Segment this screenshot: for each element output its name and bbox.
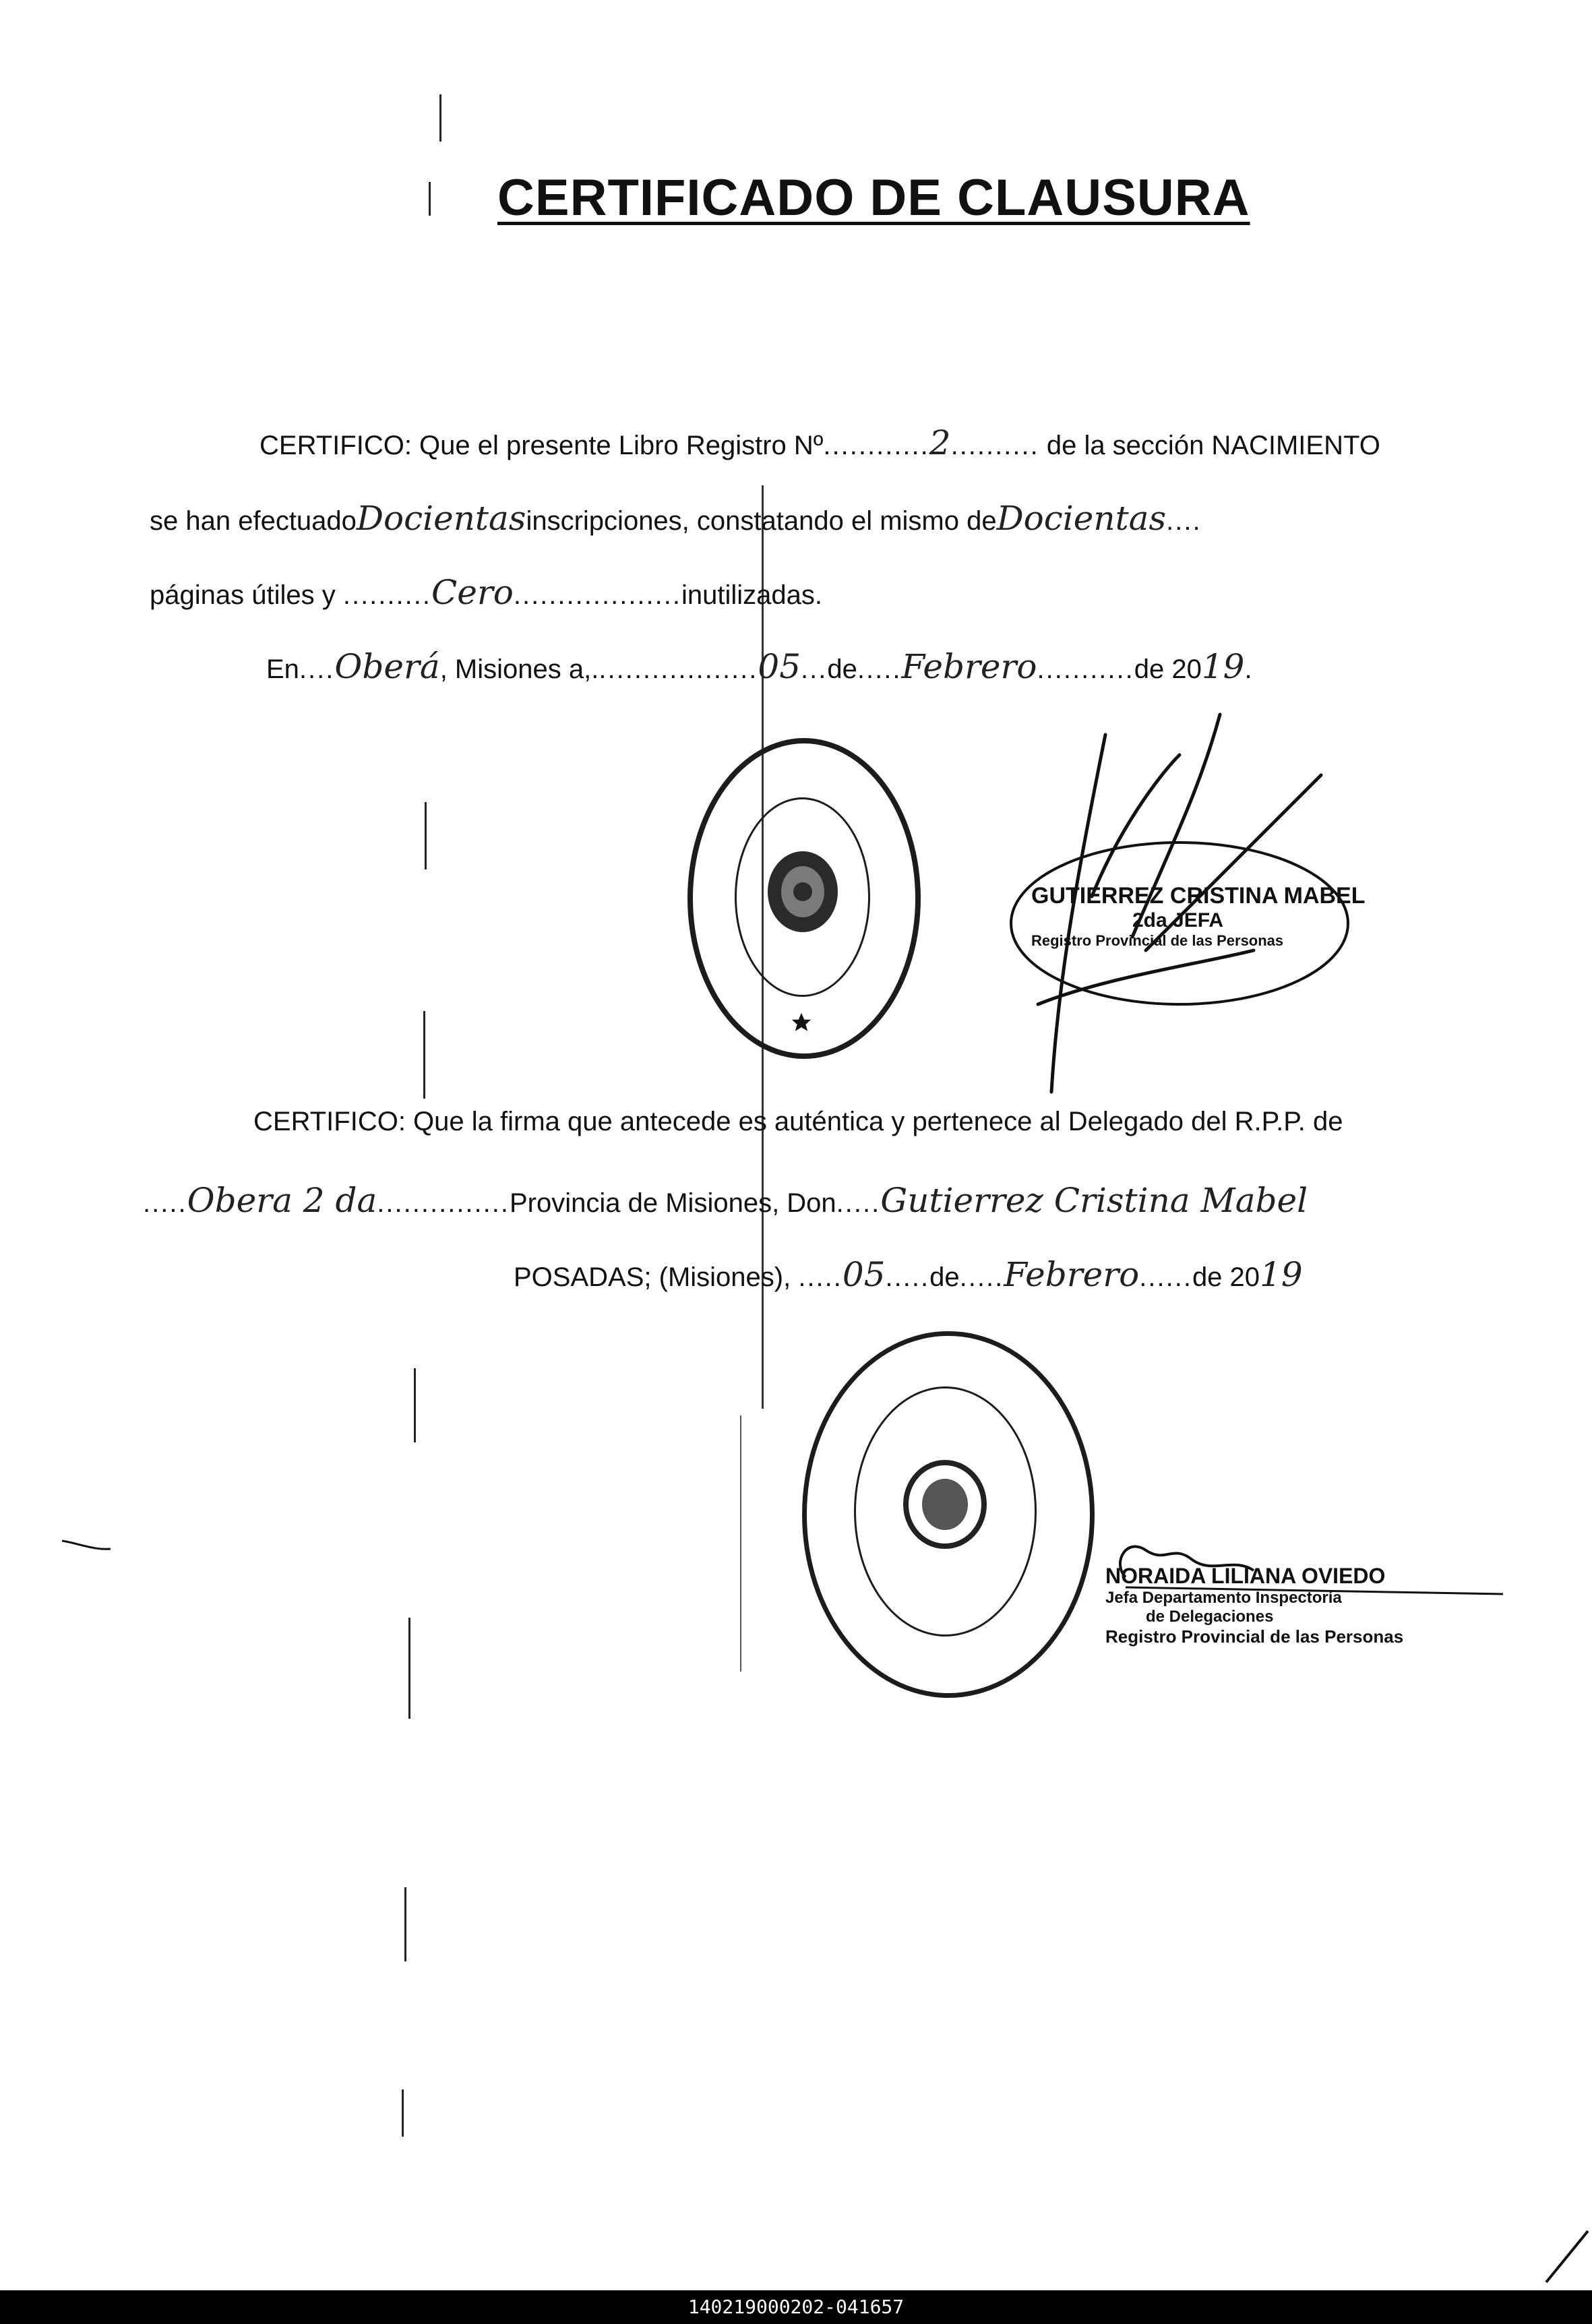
cert1-l3-text: páginas útiles y — [150, 580, 343, 610]
page-title: CERTIFICADO DE CLAUSURA — [497, 169, 1250, 226]
cert1-l2-text: se han efectuado — [150, 506, 357, 536]
cert1-l4-year: de 20 — [1134, 654, 1202, 684]
cert2-line3: POSADAS; (Misiones), .....05.....de.....Febrero......de 2019 — [514, 1255, 1303, 1294]
stamp-1 — [1031, 883, 1366, 950]
margin-mark — [423, 1011, 425, 1099]
hw-month: Febrero — [901, 647, 1037, 686]
hw-year: 19 — [1201, 647, 1245, 686]
margin-mark — [429, 182, 431, 216]
stamp-1-role: 2da JEFA — [1132, 909, 1224, 931]
margin-mark — [439, 94, 441, 142]
hw-city: Oberá — [334, 647, 440, 686]
cert2-l3-year: de 20 — [1192, 1262, 1260, 1292]
cert1-l1-text: CERTIFICO: Que el presente Libro Registro Nº — [259, 431, 824, 460]
margin-mark — [414, 1368, 416, 1442]
star-icon — [790, 1011, 813, 1034]
hw-libro-number: 2 — [929, 423, 951, 462]
cert2-l1-text: CERTIFICO: Que la firma que antecede es auténtica y pertenece al Delegado del R.P.P. de — [253, 1107, 1343, 1136]
hw-inscripciones: Docientas — [356, 499, 526, 538]
document-footer-code: 140219000202-041657 — [0, 2290, 1592, 2324]
cert2-l3-de: de — [929, 1262, 960, 1292]
hw-paginas: Docientas — [996, 499, 1167, 538]
hw-year-2: 19 — [1260, 1255, 1303, 1294]
cert2-line2: .....Obera 2 da...............Provincia de Misiones, Don.....Gutierrez Cristina Mabel — [143, 1181, 1308, 1220]
margin-mark — [402, 2089, 404, 2137]
coat-of-arms-icon — [894, 1454, 996, 1555]
coat-of-arms-icon — [759, 845, 847, 939]
stamp-2-role: Jefa Departamento Inspectoría — [1105, 1589, 1342, 1607]
cert1-line1: CERTIFICO: Que el presente Libro Registro Nº............2.......... de la sección NACIMIENTO — [259, 423, 1380, 462]
cert1-l1-section: de la sección NACIMIENTO — [1039, 431, 1380, 460]
stamp-1-name: GUTIERREZ CRISTINA MABEL — [1031, 883, 1366, 909]
stamp-2 — [1105, 1564, 1403, 1647]
hw-inutilizadas: Cero — [431, 573, 514, 612]
cert1-line2: se han efectuadoDocientasinscripciones, constatando el mismo deDocientas.... — [150, 499, 1202, 538]
cert2-l2-text: Provincia de Misiones, Don — [510, 1188, 836, 1218]
hw-delegacion: Obera 2 da — [187, 1181, 377, 1220]
hw-day-2: 05 — [842, 1255, 886, 1294]
cert2-line1 — [253, 1107, 1343, 1137]
stamp-1-org: Registro Provincial de las Personas — [1031, 932, 1284, 949]
stamp-2-name: NORAIDA LILIANA OVIEDO — [1105, 1564, 1386, 1588]
hw-day: 05 — [758, 647, 801, 686]
stamp-2-role2: de Delegaciones — [1146, 1608, 1274, 1626]
fold-line — [740, 1415, 741, 1672]
cert1-l2-text2: inscripciones, constatando el mismo de — [526, 506, 997, 536]
cert1-l4-de: de — [827, 654, 857, 684]
official-seal-2 — [802, 1331, 1095, 1698]
hw-delegado-name: Gutierrez Cristina Mabel — [880, 1181, 1308, 1220]
cert1-l3-text2: inutilizadas. — [681, 580, 823, 610]
cert1-line3: páginas útiles y ..........Cero...................inutilizadas. — [150, 573, 823, 612]
margin-mark — [408, 1618, 410, 1719]
cert1-l4-en: En — [266, 654, 299, 684]
margin-mark — [404, 1887, 406, 1961]
cert2-l3-text: POSADAS; (Misiones), — [514, 1262, 799, 1292]
stamp-2-org: Registro Provincial de las Personas — [1105, 1626, 1404, 1647]
stray-mark — [1543, 2224, 1591, 2285]
cert1-line4: En....Oberá, Misiones a,...................05...de.....Febrero...........de 2019. — [266, 647, 1252, 686]
stray-mark — [59, 1537, 113, 1557]
margin-mark — [425, 802, 427, 869]
hw-month-2: Febrero — [1004, 1255, 1140, 1294]
cert1-l4-misiones: , Misiones a,. — [439, 654, 599, 684]
